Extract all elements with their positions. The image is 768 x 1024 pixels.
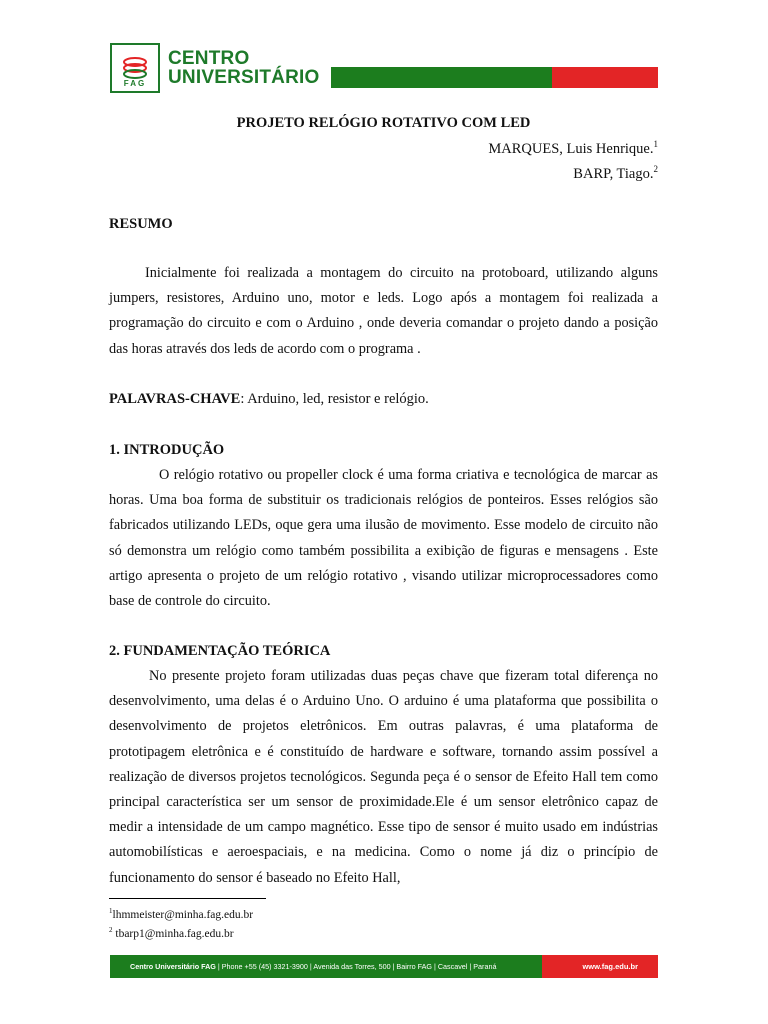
resumo-paragraph: [109, 261, 658, 362]
footer-contact-bar: [110, 955, 542, 978]
paper-title: PROJETO RELÓGIO ROTATIVO COM LED: [236, 115, 531, 131]
resumo-text: Inicialmente foi realizada a montagem do circuito na protoboard, utilizando alguns jumpers, resistores, Arduino uno, motor e leds. Logo após a montagem foi realizada a programação do circuito e com o Arduino , onde deveria comandar o projeto dando a posição das horas através dos leds de acordo com o programa .: [109, 265, 658, 357]
footnote-number: 1: [109, 907, 113, 915]
brand-line-1: CENTRO: [168, 48, 250, 69]
section-2-heading: 2. FUNDAMENTAÇÃO TEÓRICA: [109, 643, 331, 659]
section-2-text: No presente projeto foram utilizadas duas peças chave que fizeram total diferença no desenvolvimento, uma delas é o Arduino Uno. O arduino é uma plataforma que possibilita o desenvolvimento de projetos eletrônicos. Em outras palavras, é uma plataforma de prototipagem eletrônica e é constituído de hardware e software, tornando assim possível a realização de diversos projetos tecnológicos. Segunda peça é o sensor de Efeito Hall tem como principal característica ser um sensor de proximidade.Ele é um sensor eletrônico capaz de medir a intensidade de um campo magnético. Esse tipo de sensor é muito usado em indústrias automobilísticas e aeroespaciais, e na medicina. Como o nome já diz o princípio de funcionamento do sensor é baseado no Efeito Hall,: [109, 668, 658, 886]
author-1: [109, 139, 658, 158]
author-2: [109, 164, 658, 183]
keywords-label: PALAVRAS-CHAVE: [109, 391, 241, 407]
resumo-heading: RESUMO: [109, 216, 173, 232]
header-green-bar: [331, 67, 552, 88]
footnote-number: 2: [109, 925, 113, 934]
fag-logo: [110, 43, 160, 93]
footer-details: | Phone +55 (45) 3321-3900 | Avenida das Torres, 500 | Bairro FAG | Cascavel | Paraná: [215, 962, 497, 971]
author-footnote-ref: 2: [653, 164, 658, 174]
brand-name: [168, 49, 319, 87]
logo-text: FAG: [123, 79, 147, 88]
footnote-2: [109, 923, 369, 942]
section-1-heading: 1. INTRODUÇÃO: [109, 442, 225, 458]
header-red-bar: [552, 67, 658, 88]
footnote-email: lhmmeister@minha.fag.edu.br: [112, 908, 254, 921]
page-header: [110, 43, 658, 95]
footer-website: www.fag.edu.br: [542, 955, 658, 978]
author-name: MARQUES, Luis Henrique.: [488, 140, 654, 157]
author-name: BARP, Tiago.: [573, 165, 654, 182]
footer-institution: Centro Universitário FAG: [130, 962, 216, 971]
section-1-text: O relógio rotativo ou propeller clock é uma forma criativa e tecnológica de marcar as horas. Uma boa forma de substituir os tradicionais relógios de ponteiros. Esses relógios são fabricados utilizando LEDs, oque gera uma ilusão de movimento. Esse modelo de circuito não só demonstra um relógio como também possibilita a exibição de figuras e mensagens . Este artigo apresenta o projeto de um relógio rotativo , visando utilizar microprocessadores como base de controle do circuito.: [109, 467, 658, 610]
keywords: [109, 391, 658, 408]
footnotes: [109, 898, 369, 942]
footnote-1: [109, 904, 369, 923]
footnote-rule: [109, 898, 266, 899]
brand-line-2: UNIVERSITÁRIO: [168, 67, 320, 88]
author-footnote-ref: 1: [653, 139, 658, 149]
keywords-text: : Arduino, led, resistor e relógio.: [240, 391, 429, 407]
page-footer: [110, 955, 658, 978]
footnote-email: tbarp1@minha.fag.edu.br: [112, 927, 234, 940]
section-1-paragraph: [109, 463, 658, 614]
section-2-paragraph: [109, 664, 658, 891]
